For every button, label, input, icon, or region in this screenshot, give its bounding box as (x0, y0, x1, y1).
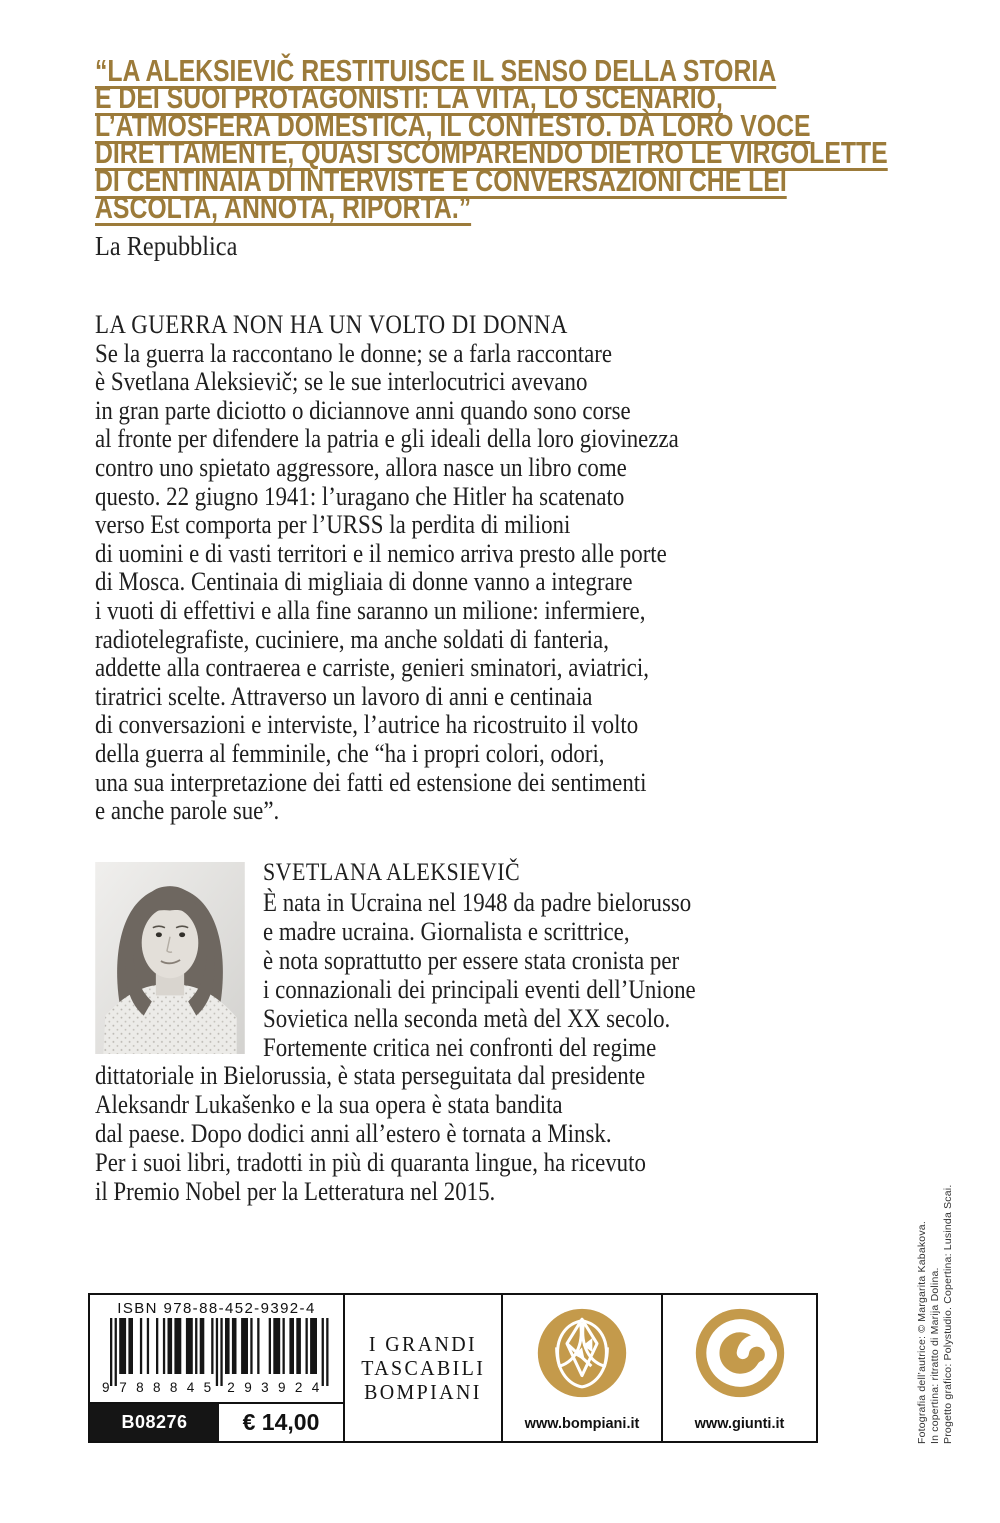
text-line: tiratrici scelte. Attraverso un lavoro di anni e centinaia (95, 681, 593, 711)
credits-vertical-text (916, 1185, 954, 1444)
giunti-url: www.giunti.it (694, 1416, 785, 1432)
text-line: i vuoti di effettivi e alla fine saranno un milione: infermiere, (95, 595, 646, 625)
text-line: radiotelegrafiste, cuciniere, ma anche soldati di fanteria, (95, 624, 609, 654)
text-line: L’ATMOSFERA DOMESTICA, IL CONTESTO. DÀ LORO VOCE (95, 107, 811, 143)
text-line: dittatoriale in Bielorussia, è stata perseguitata dal presidente (95, 1061, 646, 1090)
text-line: è Svetlana Aleksievič; se le sue interlocutrici avevano (95, 367, 588, 397)
text-line: e anche parole sue”. (95, 796, 280, 826)
text-line: Aleksandr Lukašenko e la sua opera è stata bandita (95, 1090, 563, 1119)
text-line: Fortemente critica nei confronti del regime (263, 1033, 657, 1062)
text-line: “LA ALEKSIEVIČ RESTITUISCE IL SENSO DELLA STORIA (95, 53, 777, 88)
press-quote (95, 53, 895, 226)
text-line: Se la guerra la raccontano le donne; se a farla raccontare (95, 338, 613, 368)
text-line: Sovietica nella seconda metà del XX secolo. (263, 1004, 671, 1033)
text-line: di Mosca. Centinaia di migliaia di donne vanno a integrare (95, 567, 633, 597)
bompiani-flower-icon (535, 1306, 629, 1400)
price: € 14,00 (242, 1409, 320, 1435)
text-line: è nota soprattutto per essere stata cronista per (263, 946, 680, 975)
author-bio-full-width (95, 1061, 915, 1206)
price-row (90, 1402, 343, 1441)
text-line: di conversazioni e interviste, l’autrice ha ricostruito il volto (95, 710, 639, 740)
text-line: in gran parte diciotto o diciannove anni quando sono corse (95, 395, 631, 425)
svg-text:293924: 293924 (227, 1380, 320, 1395)
barcode-icon (102, 1318, 331, 1396)
text-line: i connazionali dei principali eventi dell’Unione (263, 975, 696, 1004)
edition-code: B08276 (90, 1404, 219, 1441)
author-photo (95, 862, 245, 1054)
isbn-label: ISBN 978-88-452-9392-4 (117, 1300, 316, 1317)
text-line: una sua interpretazione dei fatti ed estensione dei sentimenti (95, 767, 647, 797)
text-line: e madre ucraina. Giornalista e scrittrice, (263, 917, 630, 946)
bompiani-url: www.bompiani.it (524, 1416, 640, 1432)
author-bio-beside-photo (263, 888, 963, 1062)
text-line: il Premio Nobel per la Letteratura nel 2015. (95, 1177, 496, 1206)
face (142, 907, 199, 978)
text-line: E DEI SUOI PROTAGONISTI: LA VITA, LO SCENARIO, (95, 80, 723, 116)
barcode-cell (90, 1295, 343, 1441)
text-line: addette alla contraerea e carriste, genieri sminatori, aviatrici, (95, 653, 649, 683)
text-line: verso Est comporta per l’URSS la perdita di milioni (95, 510, 571, 540)
giunti-g-icon (693, 1306, 787, 1400)
text-line: Per i suoi libri, tradotti in più di quaranta lingue, ha ricevuto (95, 1148, 646, 1177)
text-line: Fotografia dell’autrice: © Margarita Kabakova. (916, 1221, 928, 1444)
series-imprint (343, 1295, 501, 1441)
synopsis (95, 311, 915, 826)
text-line: di uomini e di vasti territori e il nemico arriva presto alle porte (95, 538, 667, 568)
text-line: TASCABILI (361, 1356, 485, 1380)
text-line: dal paese. Dopo dodici anni all’estero è tornata a Minsk. (95, 1119, 612, 1148)
left-eye (156, 932, 162, 937)
text-line: DI CENTINAIA DI INTERVISTE E CONVERSAZIONI CHE LEI (95, 162, 787, 198)
giunti-cell (661, 1295, 816, 1441)
text-line: contro uno spietato aggressore, allora nasce un libro come (95, 452, 627, 482)
svg-text:9: 9 (102, 1380, 110, 1395)
text-line: BOMPIANI (364, 1380, 482, 1404)
press-quote-attribution: La Repubblica (95, 231, 238, 261)
text-line: della guerra al femminile, che “ha i propri colori, odori, (95, 738, 605, 768)
right-eye (179, 932, 185, 937)
author-name: SVETLANA ALEKSIEVIČ (263, 859, 521, 886)
book-title: LA GUERRA NON HA UN VOLTO DI DONNA (95, 310, 568, 339)
text-line: ASCOLTA, ANNOTA, RIPORTA.” (95, 190, 472, 226)
text-line: al fronte per difendere la patria e gli ideali della loro giovinezza (95, 424, 679, 454)
text-line: Progetto grafico: Polystudio. Copertina: Lusinda Scai. (941, 1184, 954, 1444)
text-line: È nata in Ucraina nel 1948 da padre bielorusso (263, 888, 692, 917)
synopsis-text (95, 340, 915, 826)
svg-text:788845: 788845 (119, 1380, 212, 1395)
footer-box (88, 1293, 818, 1443)
text-line: I GRANDI (368, 1332, 478, 1356)
text-line: In copertina: ritratto di Marija Dolina. (928, 1267, 941, 1444)
text-line: questo. 22 giugno 1941: l’uragano che Hitler ha scatenato (95, 481, 625, 511)
text-line: DIRETTAMENTE, QUASI SCOMPARENDO DIETRO LE VIRGOLETTE (95, 135, 888, 171)
bompiani-cell (501, 1295, 661, 1441)
